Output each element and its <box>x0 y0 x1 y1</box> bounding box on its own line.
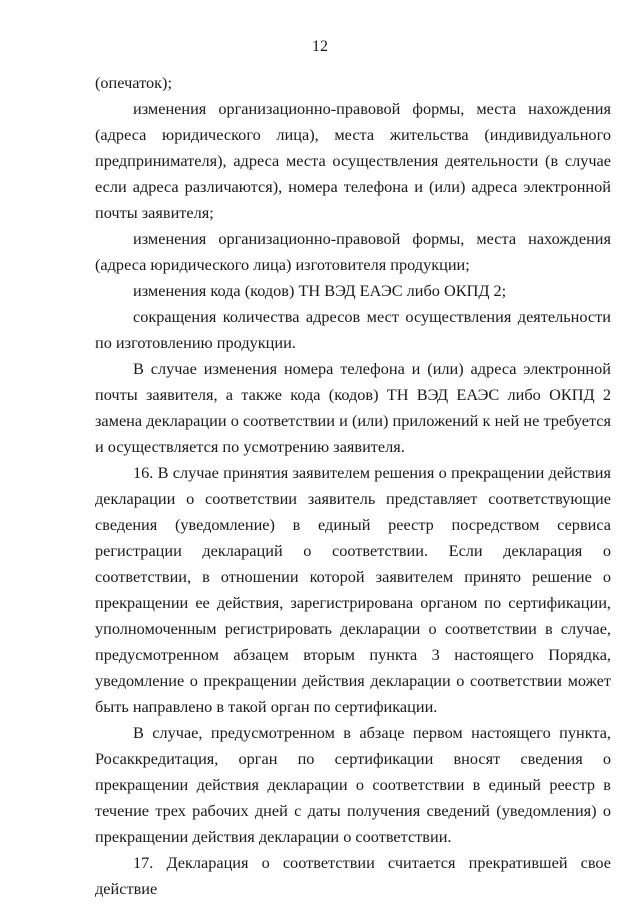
paragraph-5: сокращения количества адресов мест осуществления деятельности по изготовлению продукции. <box>95 307 611 352</box>
paragraph-4: изменения кода (кодов) ТН ВЭД ЕАЭС либо ОКПД 2; <box>133 281 507 300</box>
document-body <box>95 70 611 902</box>
page-number: 12 <box>312 38 328 55</box>
paragraph-9-section-17: 17. Декларация о соответствии считается прекратившей свое действие <box>95 853 611 898</box>
paragraph-1: (опечаток); <box>95 73 172 92</box>
paragraph-7-section-16: 16. В случае принятия заявителем решения о прекращении действия декларации о соответствии заявитель представляет соответствующие сведения (уведомление) в единый реестр посредством сервиса регистрации деклараций о соответствии. Если декларация о соответствии, в отношении которой заявителем принято решение о прекращении ее действия, зарегистрирована органом по сертификации, уполномоченным регистрировать декларации о соответствии в случае, предусмотренном абзацем вторым пункта 3 настоящего Порядка, уведомление о прекращении действия декларации о соответствии может быть направлено в такой орган по сертификации. <box>95 463 611 716</box>
paragraph-6: В случае изменения номера телефона и (или) адреса электронной почты заявителя, а также кода (кодов) ТН ВЭД ЕАЭС либо ОКПД 2 замена декларации о соответствии и (или) приложений к ней не требуется и осуществляется по усмотрению заявителя. <box>95 359 611 456</box>
paragraph-8: В случае, предусмотренном в абзаце первом настоящего пункта, Росаккредитация, орган по сертификации вносят сведения о прекращении действия декларации о соответствии в единый реестр в течение трех рабочих дней с даты получения сведений (уведомления) о прекращении действия декларации о соответствии. <box>95 723 611 846</box>
paragraph-2: изменения организационно-правовой формы, места нахождения (адреса юридического лица), места жительства (индивидуального предпринимателя), адреса места осуществления деятельности (в случае если адреса различаются), номера телефона и (или) адреса электронной почты заявителя; <box>95 99 611 222</box>
paragraph-3: изменения организационно-правовой формы, места нахождения (адреса юридического лица) изготовителя продукции; <box>95 229 611 274</box>
